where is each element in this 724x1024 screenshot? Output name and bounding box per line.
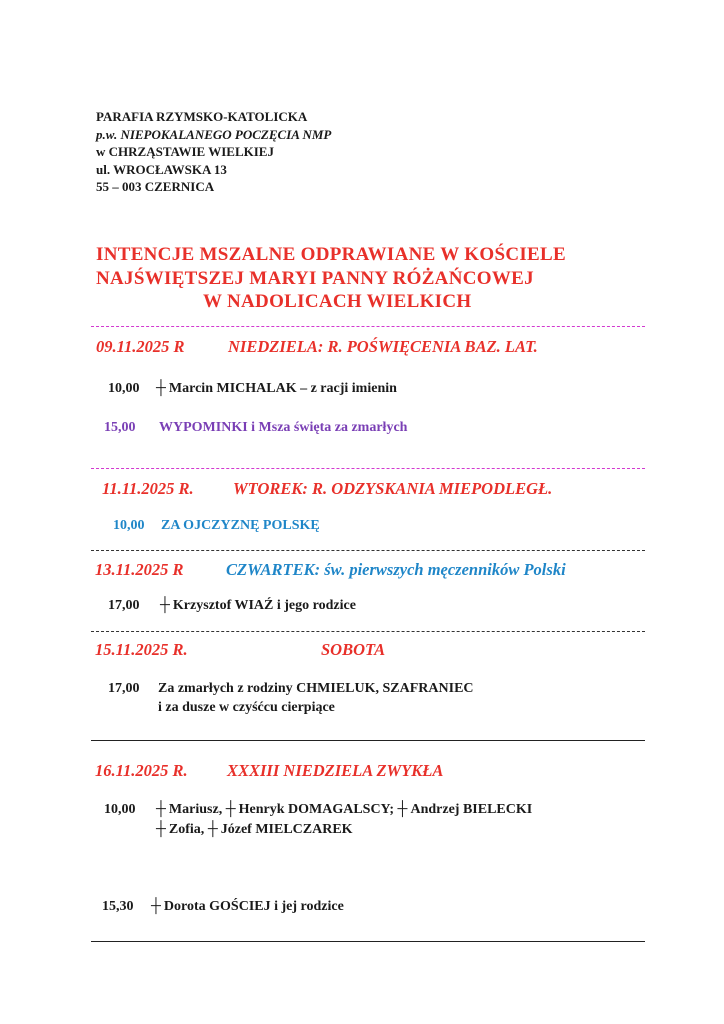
day-heading: XXXIII NIEDZIELA ZWYKŁA <box>227 761 444 780</box>
cross-icon: ┼ <box>160 598 170 613</box>
day-date: 15.11.2025 R. <box>95 640 188 659</box>
mass-time: 15,00 <box>104 420 136 435</box>
cross-icon: ┼ <box>156 381 166 396</box>
parish-dedication: p.w. NIEPOKALANEGO POCZĘCIA NMP <box>96 126 332 142</box>
mass-time: 10,00 <box>108 381 140 396</box>
mass-intention: ┼ Dorota GOŚCIEJ i jej rodzice <box>151 899 344 914</box>
mass-time: 17,00 <box>108 598 140 613</box>
mass-intention-continued: i za dusze w czyśćcu cierpiące <box>158 700 335 715</box>
title-line-2: NAJŚWIĘTSZEJ MARYI PANNY RÓŻAŃCOWEJ <box>96 268 534 289</box>
day-heading: CZWARTEK: św. pierwszych męczenników Polski <box>226 560 566 579</box>
mass-time: 15,30 <box>102 899 134 914</box>
separator-line <box>91 631 645 632</box>
separator-line <box>91 326 645 327</box>
mass-time: 10,00 <box>104 802 136 817</box>
cross-icon: ┼ <box>207 822 218 837</box>
mass-intention: Za zmarłych z rodziny CHMIELUK, SZAFRANIEC <box>158 681 474 696</box>
separator-line <box>91 941 645 942</box>
title-line-3: W NADOLICACH WIELKICH <box>203 291 472 312</box>
cross-icon: ┼ <box>156 802 166 817</box>
cross-icon: ┼ <box>151 899 161 914</box>
parish-postcode: 55 – 003 CZERNICA <box>96 179 215 194</box>
mass-intention: ZA OJCZYZNĘ POLSKĘ <box>161 518 320 533</box>
cross-icon: ┼ <box>397 802 408 817</box>
mass-time: 10,00 <box>113 518 145 533</box>
parish-town: w CHRZĄSTAWIE WIELKIEJ <box>96 144 274 159</box>
title-line-1: INTENCJE MSZALNE ODPRAWIANE W KOŚCIELE <box>96 244 566 265</box>
mass-intention: ┼ Krzysztof WIAŹ i jego rodzice <box>160 598 356 613</box>
day-date: 13.11.2025 R <box>95 560 184 579</box>
cross-icon: ┼ <box>156 822 166 837</box>
separator-line <box>91 550 645 551</box>
parish-name: PARAFIA RZYMSKO-KATOLICKA <box>96 109 308 124</box>
separator-line <box>91 740 645 741</box>
mass-intention-continued: ┼ Zofia, ┼ Józef MIELCZAREK <box>156 822 353 837</box>
day-heading: SOBOTA <box>321 640 386 659</box>
parish-street: ul. WROCŁAWSKA 13 <box>96 161 227 177</box>
day-date: 16.11.2025 R. <box>95 761 188 780</box>
day-heading: WTOREK: R. ODZYSKANIA MIEPODLEGŁ. <box>233 479 553 498</box>
mass-time: 17,00 <box>108 681 140 696</box>
separator-line <box>91 468 645 469</box>
mass-intention: WYPOMINKI i Msza święta za zmarłych <box>159 420 408 435</box>
day-date: 09.11.2025 R <box>96 337 185 356</box>
cross-icon: ┼ <box>225 802 236 817</box>
day-date: 11.11.2025 R. <box>102 479 194 498</box>
mass-intention: ┼ Mariusz, ┼ Henryk DOMAGALSCY; ┼ Andrzej BIELECKI <box>156 802 533 817</box>
parish-address <box>96 108 331 196</box>
mass-intention: ┼ Marcin MICHALAK – z racji imienin <box>156 381 397 396</box>
day-heading: NIEDZIELA: R. POŚWIĘCENIA BAZ. LAT. <box>228 337 538 356</box>
